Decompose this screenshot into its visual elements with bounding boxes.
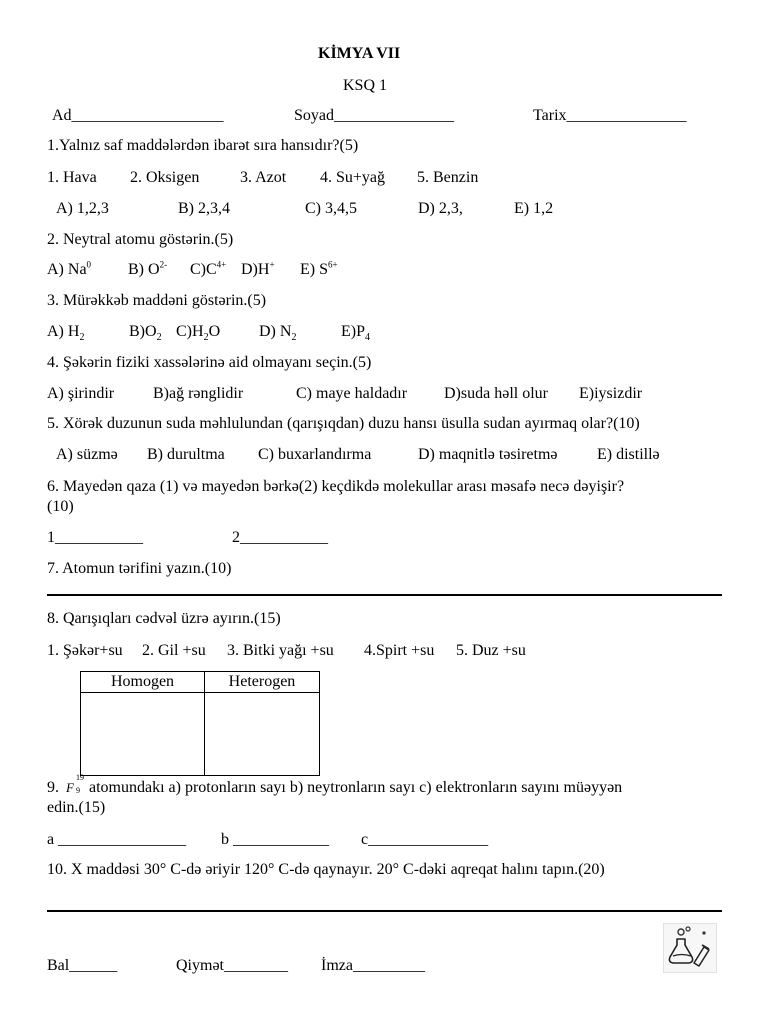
table-header-homogen: Homogen [81,672,205,693]
mixture-table [80,671,320,776]
q4-option-e[interactable]: E)iysizdir [579,385,643,402]
q3-option-d[interactable]: D) $N_2$ [259,323,297,344]
q8-item: 3. Bitki yağı +su [227,642,334,659]
q1-option-b[interactable]: B) 2,3,4 [178,200,230,217]
question-8: 8. Qarışıqları cədvəl üzrə ayırın.(15) [47,610,281,627]
page-subtitle: KSQ 1 [343,77,388,94]
q1-item: 3. Azot [240,169,287,186]
q2-option-c[interactable]: $C)C^{4+}$ [190,259,227,278]
heterogen-cell[interactable] [205,693,320,776]
q3-option-c[interactable]: $C)H_2O$ [176,323,221,344]
q3-option-a[interactable]: A) $H_2$ [47,323,85,344]
surname-field[interactable]: Soyad_______________ [294,107,454,124]
q1-option-e[interactable]: E) 1,2 [514,200,554,217]
q8-item: 2. Gil +su [142,642,206,659]
q6-answer-2[interactable]: 2___________ [232,529,328,546]
q1-option-c[interactable]: C) 3,4,5 [305,200,357,217]
q9-answer-c[interactable]: c_______________ [361,831,489,848]
question-3: 3. Mürəkkəb maddəni göstərin.(5) [47,292,267,309]
table-header-heterogen: Heterogen [205,672,320,693]
q8-item: 4.Spirt +su [364,642,435,659]
q5-option-c[interactable]: C) buxarlandırma [258,446,372,463]
q1-item: 4. Su+yağ [320,169,386,186]
date-field[interactable]: Tarix_______________ [533,107,687,124]
q1-item: 1. Hava [47,169,97,186]
q2-option-d[interactable]: D)H+ [241,259,275,278]
question-9: atomundakı a) protonların sayı b) neytronların sayı c) elektronların sayını müəyyən [89,779,623,796]
score-field[interactable]: Bal______ [47,957,118,974]
question-2: 2. Neytral atomu göstərin.(5) [47,231,234,248]
question-1: 1.Yalnız saf maddələrdən ibarət sıra hansıdır?(5) [47,137,359,154]
q2-option-b[interactable]: B) $O^{2-}$ [128,259,168,278]
q9-answer-b[interactable]: b ____________ [221,831,329,848]
q8-item: 5. Duz +su [456,642,526,659]
mass-number: 19 [76,773,84,782]
q1-option-a[interactable]: A) 1,2,3 [56,200,109,217]
chemistry-flask-icon [663,923,717,973]
q6-answer-1[interactable]: 1___________ [47,529,143,546]
grade-field[interactable]: Qiymət________ [176,957,288,974]
q5-option-d[interactable]: D) maqnitlə təsiretmə [418,446,558,463]
q5-option-a[interactable]: A) süzmə [56,446,118,463]
signature-field[interactable]: İmza_________ [321,957,425,974]
homogen-cell[interactable] [81,693,205,776]
answer-line[interactable] [47,910,722,912]
question-7: 7. Atomun tərifini yazın.(10) [47,560,232,577]
question-6-points: (10) [47,498,74,515]
q1-item: 2. Oksigen [130,169,200,186]
q5-option-e[interactable]: E) distillə [597,446,660,463]
page-title: KİMYA VII [318,45,401,62]
q4-option-b[interactable]: B)ağ rənglidir [153,385,244,402]
question-4: 4. Şəkərin fiziki xassələrinə aid olmayanı seçin.(5) [47,354,372,371]
q8-item: 1. Şəkər+su [47,642,123,659]
name-field[interactable]: Ad___________________ [52,107,224,124]
q1-item: 5. Benzin [417,169,479,186]
element-symbol: F [66,780,74,795]
question-6: 6. Mayedən qaza (1) və mayedən bərkə(2) keçdikdə molekullar arası məsafə necə dəyişir? [47,478,625,495]
q4-option-c[interactable]: C) maye haldadır [296,385,408,402]
q2-option-a[interactable]: A) Na$^0$ [47,259,92,278]
fluorine-isotope [66,775,86,797]
answer-line[interactable] [47,594,722,596]
q1-option-d[interactable]: D) 2,3, [418,200,463,217]
q2-option-e[interactable]: E) $S^{6+}$ [300,259,338,278]
q4-option-d[interactable]: D)suda həll olur [444,385,548,402]
q3-option-e[interactable]: $E)P_4$ [341,323,370,344]
q4-option-a[interactable]: A) şirindir [47,385,115,402]
question-5: 5. Xörək duzunun suda məhlulundan (qarışıqdan) duzu hansı üsulla sudan ayırmaq olar?(10) [47,415,640,432]
question-9-cont: edin.(15) [47,799,106,816]
q5-option-b[interactable]: B) durultma [147,446,225,463]
q9-answer-a[interactable]: a ________________ [47,831,187,848]
question-9-number: 9. [47,779,59,796]
q3-option-b[interactable]: $B)O_2$ [129,323,162,344]
atomic-number: 9 [76,786,80,795]
question-10: 10. X maddəsi 30° C-də əriyir 120° C-də qaynayır. 20° C-dəki aqreqat halını tapın.(20) [47,861,605,878]
